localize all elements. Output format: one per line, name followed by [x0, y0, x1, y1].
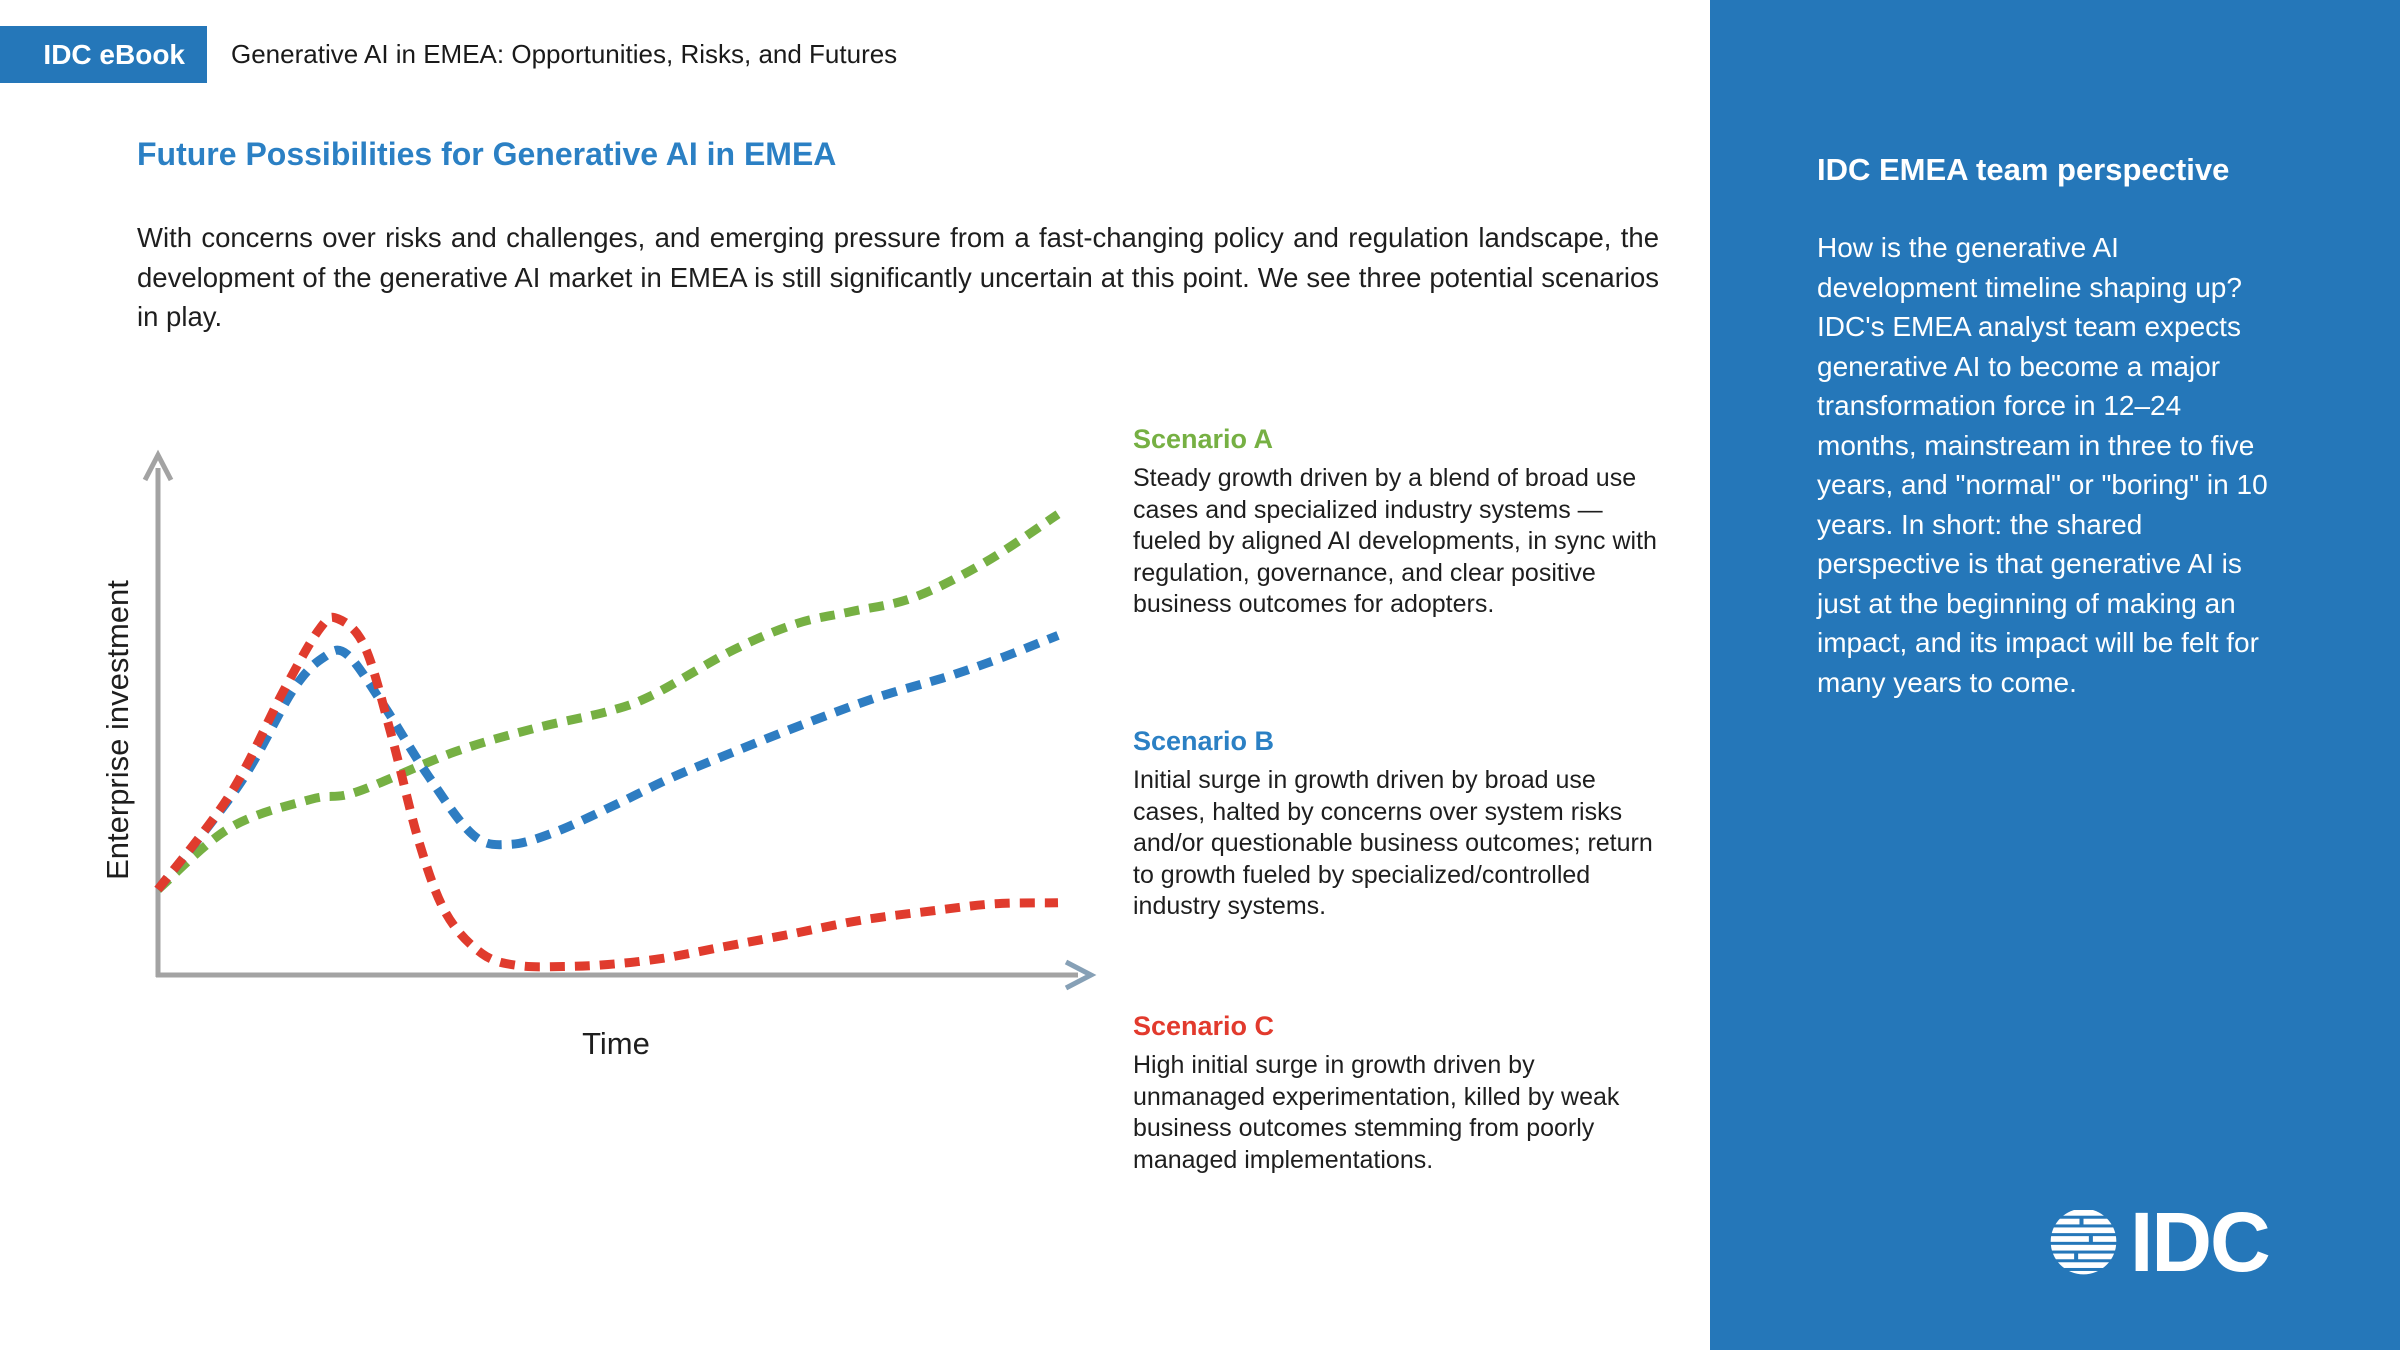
intro-paragraph: With concerns over risks and challenges, and emerging pressure from a fast-changing policy and regulation landscape, the development of the generative AI market in EMEA is still significantly uncertain at this point. We see three potential scenarios in play.: [137, 222, 1659, 332]
scenario-a-description: Steady growth driven by a blend of broad use cases and specialized industry systems — fueled by aligned AI developments, in sync with regulation, governance, and clear positive business outcomes for adopters.: [1133, 464, 1657, 618]
scenario-c-title: Scenario C: [1133, 1011, 1275, 1041]
idc-logo: [2050, 1194, 2269, 1289]
scenario-c-block: [1133, 1011, 1663, 1176]
scenario-b-title: Scenario B: [1133, 726, 1275, 756]
scenario-a-line: [158, 514, 1058, 889]
sidebar-body-text: How is the generative AI development timeline shaping up? IDC's EMEA analyst team expects generative AI to become a major transformation force in 12–24 months, mainstream in three to five years, and "normal" or "boring" in 10 years. In short: the shared perspective is that generative AI is just at the beginning of making an impact, and its impact will be felt for many years to come.: [1817, 232, 2268, 698]
page-title: Future Possibilities for Generative AI in EMEA: [137, 136, 837, 172]
scenario-b-block: [1133, 726, 1663, 923]
idc-globe-icon: [2050, 1208, 2117, 1275]
scenario-a-title: Scenario A: [1133, 424, 1274, 454]
scenario-b-description: Initial surge in growth driven by broad use cases, halted by concerns over system risks and/or questionable business outcomes; return to growth fueled by specialized/controlled industry systems.: [1133, 766, 1653, 920]
scenario-chart: [100, 440, 1100, 1090]
scenario-c-line: [158, 617, 1058, 967]
document-title: Generative AI in EMEA: Opportunities, Risks, and Futures: [231, 39, 898, 69]
scenario-a-block: [1133, 424, 1663, 621]
scenario-c-description: High initial surge in growth driven by unmanaged experimentation, killed by weak business outcomes stemming from poorly managed implementations.: [1133, 1051, 1620, 1174]
y-axis-label: Enterprise investment: [100, 580, 135, 880]
x-axis-label: Time: [582, 1026, 650, 1061]
idc-ebook-badge: IDC eBook: [0, 26, 207, 83]
idc-logo-wordmark: IDC: [2130, 1194, 2269, 1289]
sidebar-heading: IDC EMEA team perspective: [1817, 152, 2230, 187]
perspective-sidebar: [1710, 0, 2400, 1350]
